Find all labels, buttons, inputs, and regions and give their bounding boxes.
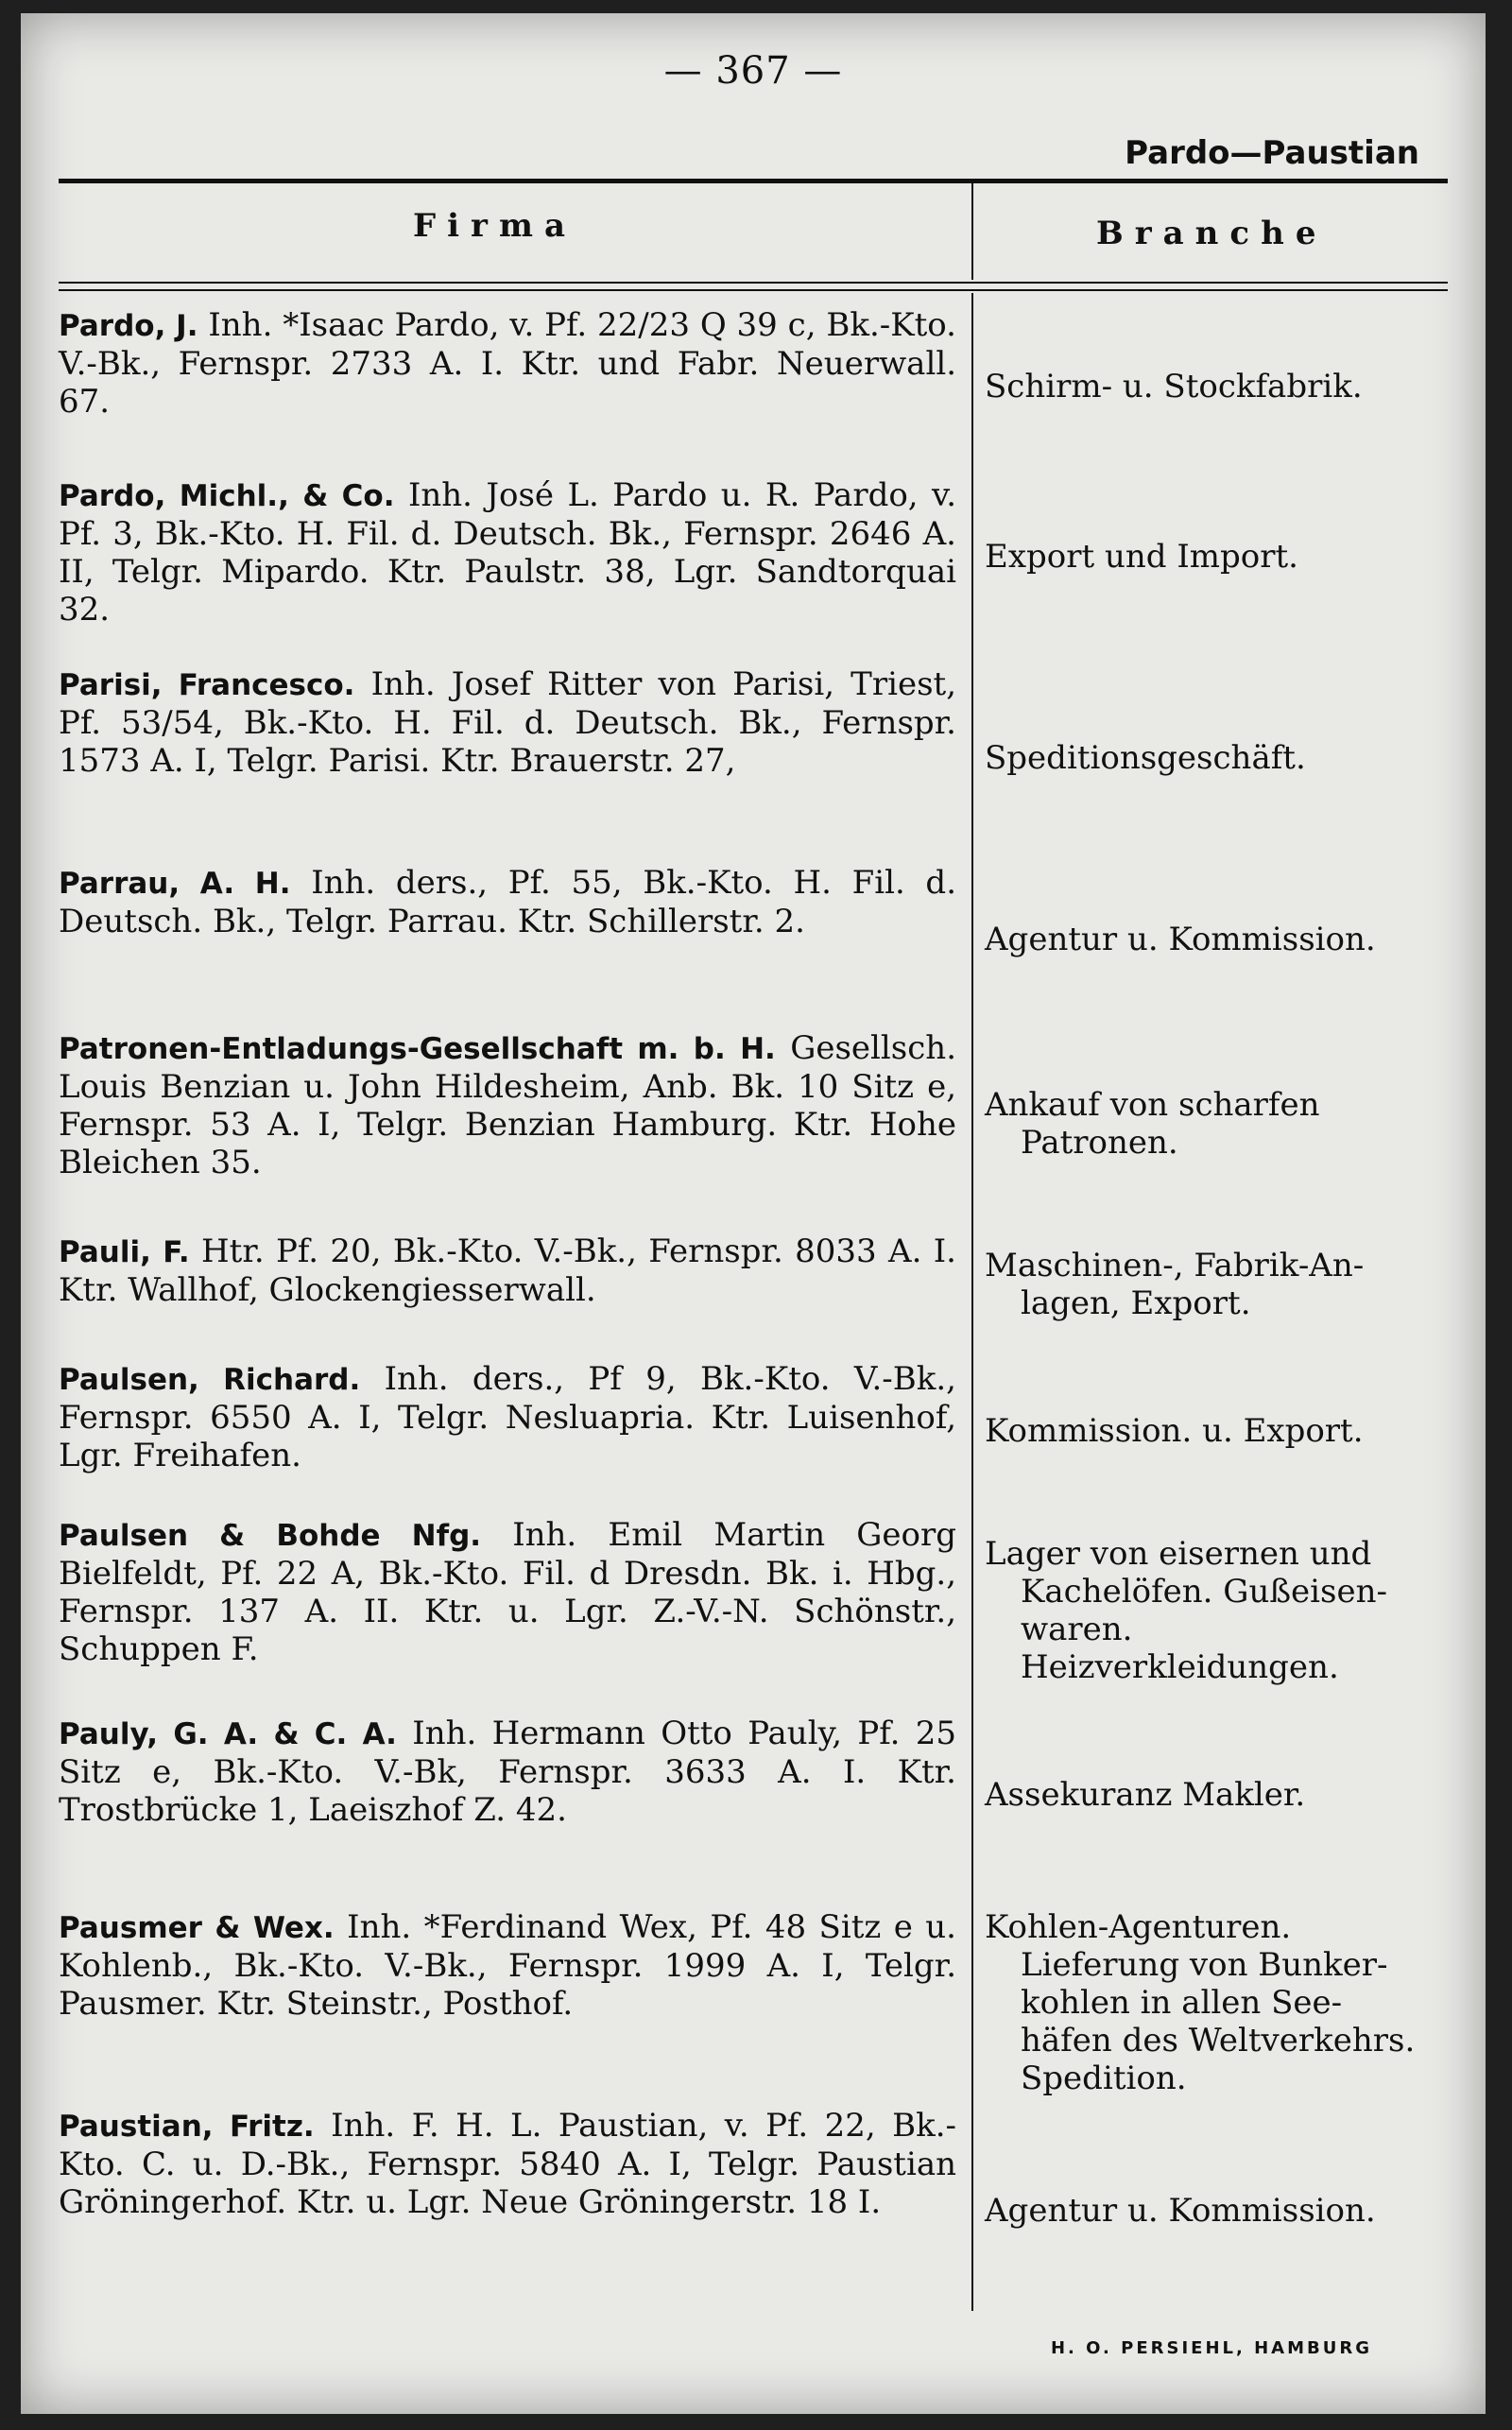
page-number: — 367 — (663, 49, 843, 93)
branche-entry (985, 538, 1467, 576)
branche-line: Speditionsgeschäft. (985, 739, 1306, 777)
branche-line: Patronen. (1021, 1124, 1178, 1162)
branche-line: Kommission. u. Export. (985, 1412, 1364, 1450)
firma-entry (59, 1908, 956, 2023)
branche-entry (985, 1412, 1467, 1450)
branche-line: Kachelöfen. Gußeisen- (1021, 1573, 1388, 1611)
firma-entry (59, 864, 956, 940)
printer-imprint: H. O. PERSIEHL, HAMBURG (1050, 2338, 1372, 2358)
firma-name: Pardo, Michl., & Co. (59, 479, 395, 513)
branche-line: Kohlen-Agenturen. (985, 1908, 1292, 1946)
branche-line: Agentur u. Kommission. (985, 921, 1376, 958)
firma-entry (59, 1029, 956, 1181)
firma-details: Inh. Emil Martin Georg Bielfeldt, Pf. 22 A, Bk.-Kto. Fil. d Dresdn. Bk. i. Hbg., Fernspr. 137 A. II. Ktr. u. Lgr. Z.-V.-N. Schönstr., Schuppen F. (59, 1516, 956, 1668)
branche-line: Heizverkleidungen. (1021, 1648, 1339, 1686)
branche-line: Spedition. (1021, 2059, 1187, 2097)
firma-details: Inh. ders., Pf 9, Bk.-Kto. V.-Bk., Fernspr. 6550 A. I, Telgr. Nesluapria. Ktr. Luisenhof, Lgr. Freihafen. (59, 1360, 956, 1474)
header-bottom-rule-1 (59, 282, 1448, 284)
running-head: Pardo—Paustian (1125, 134, 1419, 172)
branche-line: Maschinen-, Fabrik-An- (985, 1247, 1365, 1284)
header-divider (971, 183, 973, 280)
firma-details: Inh. Josef Ritter von Parisi, Triest, Pf. 53/54, Bk.-Kto. H. Fil. d. Deutsch. Bk., Fernspr. 1573 A. I, Telgr. Parisi. Ktr. Brauerstr. 27, (59, 665, 957, 780)
firma-entry (59, 1360, 956, 1474)
firma-entry (59, 1715, 956, 1829)
branche-entry (985, 1247, 1467, 1322)
firma-name: Paulsen, Richard. (59, 1363, 361, 1397)
branche-line: Ankauf von scharfen (985, 1086, 1320, 1124)
firma-details: Inh. *Ferdinand Wex, Pf. 48 Sitz e u. Kohlenb., Bk.-Kto. V.-Bk., Fernspr. 1999 A. I, Telgr. Pausmer. Ktr. Steinstr., Posthof. (59, 1908, 956, 2023)
firma-name: Patronen-Entladungs-Gesellschaft m. b. H. (59, 1032, 776, 1066)
firma-name: Pauli, F. (59, 1235, 190, 1269)
branche-entry (985, 921, 1467, 958)
branche-entry (985, 1776, 1467, 1814)
firma-name: Paulsen & Bohde Nfg. (59, 1519, 482, 1553)
branche-entry (985, 368, 1467, 405)
branche-entry (985, 1908, 1467, 2097)
branche-line: Assekuranz Makler. (985, 1776, 1306, 1814)
firma-name: Parrau, A. H. (59, 867, 291, 901)
branche-line: Lieferung von Bunker- (1021, 1946, 1388, 1984)
branche-line: Schirm- u. Stockfabrik. (985, 368, 1363, 405)
firma-details: Inh. F. H. L. Paustian, v. Pf. 22, Bk.-Kto. C. u. D.-Bk., Fernspr. 5840 A. I, Telgr. Paustian Gröningerhof. Ktr. u. Lgr. Neue Gröningerstr. 18 I. (59, 2107, 957, 2221)
branche-line: Lager von eisernen und (985, 1535, 1372, 1573)
firma-entry (59, 2107, 956, 2221)
branche-entry (985, 1086, 1467, 1162)
firma-details: Inh. *Isaac Pardo, v. Pf. 22/23 Q 39 c, Bk.-Kto. V.-Bk., Fernspr. 2733 A. I. Ktr. und Fabr. Neuerwall. 67. (59, 306, 956, 421)
firma-entry (59, 306, 956, 421)
header-bottom-rule-2 (59, 289, 1448, 291)
firma-entry (59, 665, 956, 780)
firma-details: Inh. José L. Pardo u. R. Pardo, v. Pf. 3, Bk.-Kto. H. Fil. d. Deutsch. Bk., Fernspr. 2646 A. II, Telgr. Mipardo. Ktr. Paulstr. 38, Lgr. Sandtorquai 32. (59, 476, 957, 629)
branche-line: Export und Import. (985, 538, 1298, 576)
firma-name: Pardo, J. (59, 309, 198, 343)
firma-entry (59, 1232, 956, 1309)
firma-name: Pausmer & Wex. (59, 1911, 335, 1945)
firma-name: Pauly, G. A. & C. A. (59, 1717, 397, 1751)
column-divider (971, 293, 973, 2311)
firma-details: Inh. Hermann Otto Pauly, Pf. 25 Sitz e, Bk.-Kto. V.-Bk, Fernspr. 3633 A. I. Ktr. Trostbrücke 1, Laeiszhof Z. 42. (59, 1715, 956, 1829)
firma-entry (59, 476, 956, 629)
header-top-rule (59, 179, 1448, 183)
firma-details: Inh. ders., Pf. 55, Bk.-Kto. H. Fil. d. Deutsch. Bk., Telgr. Parrau. Ktr. Schillerstr. 2. (59, 864, 957, 940)
firma-column-heading: Firma (413, 207, 576, 245)
branche-entry (985, 2192, 1467, 2230)
branche-column-heading: Branche (1096, 215, 1328, 252)
branche-line: waren. (1021, 1611, 1133, 1648)
firma-details: Htr. Pf. 20, Bk.-Kto. V.-Bk., Fernspr. 8033 A. I. Ktr. Wallhof, Glockengiesserwall. (59, 1232, 956, 1309)
branche-line: Agentur u. Kommission. (985, 2192, 1376, 2230)
branche-entry (985, 1535, 1467, 1686)
firma-name: Parisi, Francesco. (59, 668, 355, 702)
branche-entry (985, 739, 1467, 777)
directory-page (21, 13, 1486, 2414)
firma-entry (59, 1516, 956, 1668)
firma-details: Gesellsch. Louis Benzian u. John Hildesheim, Anb. Bk. 10 Sitz e, Fernspr. 53 A. I, Telgr. Benzian Hamburg. Ktr. Hohe Bleichen 35. (59, 1029, 956, 1181)
firma-name: Paustian, Fritz. (59, 2110, 315, 2144)
branche-line: kohlen in allen See- (1021, 1984, 1343, 2022)
branche-line: lagen, Export. (1021, 1284, 1251, 1322)
branche-line: häfen des Weltverkehrs. (1021, 2022, 1416, 2059)
